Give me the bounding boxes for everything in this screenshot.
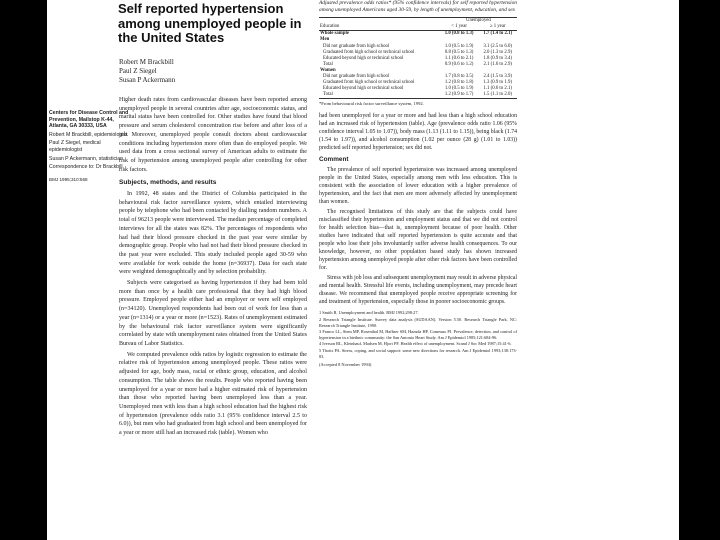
reference-item: 1 Smith R. Unemployment and health. BMJ 1992;298:27. <box>319 310 419 316</box>
correspondence: Correspondence to: Dr Brackbill. <box>49 164 124 171</box>
table-header-lt1yr: < 1 year <box>440 24 479 31</box>
left-column <box>119 96 307 440</box>
row-value-ge1yr: 2.0 (1.3 to 2.9) <box>483 49 512 55</box>
table-caption: Adjusted prevalence odds ratios* (95% confidence intervals) for self reported hypertension among unemployed Americans aged 30-59, by length of unemployment, education, and sex <box>319 0 517 13</box>
row-value-lt1yr: 0.9 (0.6 to 1.2) <box>444 61 474 67</box>
table-header-ge1yr: ≥ 1 year <box>478 24 517 31</box>
comment-paragraph: The prevalence of self reported hypertension was increased among unemployed people in the United States, especially among men with less education. This is consistent with the association of lower education with a higher prevalence of hypertension, and the fact that men are more adversely affected by unemployment than women. <box>319 167 517 206</box>
methods-paragraph: Subjects were categorised as having hypertension if they had been told more than once by a health care professional that they had high blood pressure. Employed people either had an employer or were self employed (n=34120). Unemployed respondents had been out of work for less than a year (n=1314) or a year or more (n=1523). Rates of unemployment estimated by the behavioural risk factor surveillance system were significantly correlated by state with unemployment rates obtained from the United States Bureau of Labor Statistics. <box>119 280 307 347</box>
row-value-ge1yr: 1.1 (0.6 to 2.1) <box>483 86 512 92</box>
row-value-lt1yr: 1.2 (0.9 to 1.7) <box>440 92 479 99</box>
reference-item: 5 Thoits PA. Stress, coping, and social support: some new directions for research. Am J Epidemiol 1993;138:173-83. <box>319 347 517 359</box>
author-name: Paul Z Siegel <box>119 67 157 75</box>
row-value-ge1yr: 2.4 (1.5 to 3.9) <box>483 74 512 80</box>
intro-paragraph: Higher death rates from cardiovascular diseases have been reported among unemployed people in several countries after age, socioeconomic status, and marital status have been controlled for. Other studies have found that blood pressure and serum cholesterol concentration rise before and after loss of a job. Moreover, unemployed people consult doctors about cardiovascular conditions including hypertension more often than do employed people. We used data from a cross sectional survey of American adults to estimate the risk of hypertension among unemployed people after controlling for other risk factors. <box>119 97 307 173</box>
row-value-lt1yr: 1.0 (0.8 to 1.3) <box>444 31 474 37</box>
comment-heading: Comment <box>319 156 349 164</box>
row-value-ge1yr: 1.8 (0.9 to 3.4) <box>483 55 512 61</box>
author-bio: Paul Z Siegel, medical epidemiologist <box>49 140 101 153</box>
author-affiliations <box>49 110 129 185</box>
institution: Centers for Disease Control and Prevention, Mailstop K-44, Atlanta, GA 30333, USA <box>49 110 129 130</box>
reference-item: 4 Iverson RL, Kleinhauf, Madsen M, Hjort PF. Health effect of unemployment. Scand J Soc Med 1987;15:41-6. <box>319 341 512 347</box>
table-header-group: Unemployed <box>440 18 517 25</box>
row-value-lt1yr: 1.0 (0.5 to 1.9) <box>444 43 474 49</box>
row-label: Total <box>323 61 333 67</box>
article-page <box>47 0 679 540</box>
row-label: Did not graduate from high school <box>323 74 390 80</box>
comment-paragraph: The recognised limitations of this study are that the subjects could have misclassified their hypertension and employment status and that we did not control for health selection bias—that is, unemployment because of poor health. Other studies have indicated that self reported hypertension is quite accurate and that people who lose their jobs involuntarily suffer adverse health consequences. To our knowledge, however, no other population based study has shown increased hypertension among unemployed people after other risk factors have been controlled for. <box>319 209 517 272</box>
row-label: Did not graduate from high school <box>323 43 390 49</box>
table-body <box>319 31 517 99</box>
row-value-ge1yr: 2.1 (1.6 to 2.9) <box>483 61 512 67</box>
row-label: Educated beyond high or technical school <box>323 86 404 92</box>
row-label: Educated beyond high or technical school <box>323 55 404 61</box>
author-name: Robert M Brackbill <box>119 58 174 66</box>
author-bio: Robert M Brackbill, epidemiologist <box>49 131 128 138</box>
right-column <box>319 0 517 369</box>
table-footnote: *From behavioural risk factor surveillance system, 1992. <box>319 101 424 107</box>
reference-item: 2 Research Triangle Institute. Survey data analysis (SUDAAN). Version 5.50. Research Triangle Park, NC: Research Triangle Institute, 1990. <box>319 317 517 328</box>
row-value-lt1yr: 1.0 (0.5 to 1.9) <box>444 86 474 92</box>
journal-reference: BMJ 1995;310:568 <box>49 176 88 182</box>
row-value-lt1yr: 1.2 (0.8 to 1.8) <box>444 80 474 86</box>
methods-paragraph: In 1992, 48 states and the District of Columbia participated in the behavioural risk factor surveillance system, which entailed interviewing people by telephone who had been contacted by dialling random numbers. A total of 96213 people were interviewed. The median percentage of completed interviews for all the states was 82%. The percentages of respondents who had had their blood pressure checked in the past year were similar by demographic group. People who had not had their blood pressure checked in the past year were excluded. This study included people aged 30-59 who were available for work outside the home (n=36937). Data for each state were weighted demographically and by selection probability. <box>119 191 307 276</box>
row-label: Whole sample <box>320 31 349 37</box>
reference-list <box>319 310 517 359</box>
methods-heading: Subjects, methods, and results <box>119 179 217 187</box>
row-label: Women <box>320 67 336 73</box>
accepted-date: (Accepted 8 November 1994) <box>319 362 372 368</box>
row-value-ge1yr: 1.5 (1.1 to 2.0) <box>478 92 517 99</box>
results-table <box>319 17 517 99</box>
row-label: Men <box>320 37 330 43</box>
table-header-education: Education <box>319 24 440 31</box>
table-row <box>319 92 517 99</box>
row-value-ge1yr: 1.3 (0.9 to 1.9) <box>483 80 512 86</box>
row-value-ge1yr: 1.7 (1.4 to 2.1) <box>483 31 513 37</box>
author-list <box>119 58 319 85</box>
reference-item: 3 Franco LL, Stem MP, Rosenthal M, Haffner SM, Hazuda HP, Comeaux PJ. Prevalence, detection, and control of hypertension in a biethnic community: the San Antonio Heart Study. Am J Epidemiol 1985;121:684-96. <box>319 329 517 340</box>
row-label: Graduated from high school or technical school <box>323 80 415 86</box>
row-value-lt1yr: 0.8 (0.5 to 1.3) <box>444 49 474 55</box>
row-value-ge1yr: 3.1 (2.5 to 6.0) <box>483 43 512 49</box>
author-bio: Susan P Ackermann, statistician <box>49 155 124 162</box>
row-value-lt1yr: 1.7 (0.8 to 3.5) <box>444 74 474 80</box>
row-label: Total <box>319 92 440 99</box>
author-name: Susan P Ackermann <box>119 76 176 84</box>
row-value-lt1yr: 1.1 (0.6 to 2.1) <box>444 55 474 61</box>
table-row <box>319 31 517 38</box>
methods-paragraph: We computed prevalence odds ratios by logistic regression to estimate the relative risk of hypertension among unemployed people. These ratios were adjusted for age, body mass, racial or ethnic group, education, and alcohol consumption. The table shows the results. People who reported having been unemployed for a year or more had a higher estimated risk of hypertension than those who reported having been unemployed less than a year. Unemployed men with less than a high school education had the highest risk of hypertension (prevalence odds ratio 3.1 (95% confidence interval 2.5 to 6.0)), but men who had graduated from high school and been unemployed for a year or more still had an increased risk (table). Women who <box>119 351 307 437</box>
table-header-empty <box>319 18 440 25</box>
row-label: Graduated from high school or technical school <box>323 49 415 55</box>
comment-paragraph: Stress with job loss and subsequent unemployment may result in adverse physical and mental health. Stressful life events, including unemployment, may precede heart disease. We recommend that unemployed people receive appropriate screening for and treatment of hypertension, especially those in poorer socioeconomic groups. <box>319 275 517 306</box>
results-paragraph: had been unemployed for a year or more and had less than a high school education had an increased risk of hypertension (table). Age (prevalence odds ratio 1.06 (95% confidence interval 1.05 to 1.07)), body mass (1.13 (1.11 to 1.15)), being black (1.74 (1.54 to 1.97)), and alcohol consumption (1.02 per ounce (28 g) (1.01 to 1.03)) predicted self reported hypertension; sex did not. <box>319 113 517 152</box>
article-title: Self reported hypertension among unemployed people in the United States <box>118 1 302 45</box>
